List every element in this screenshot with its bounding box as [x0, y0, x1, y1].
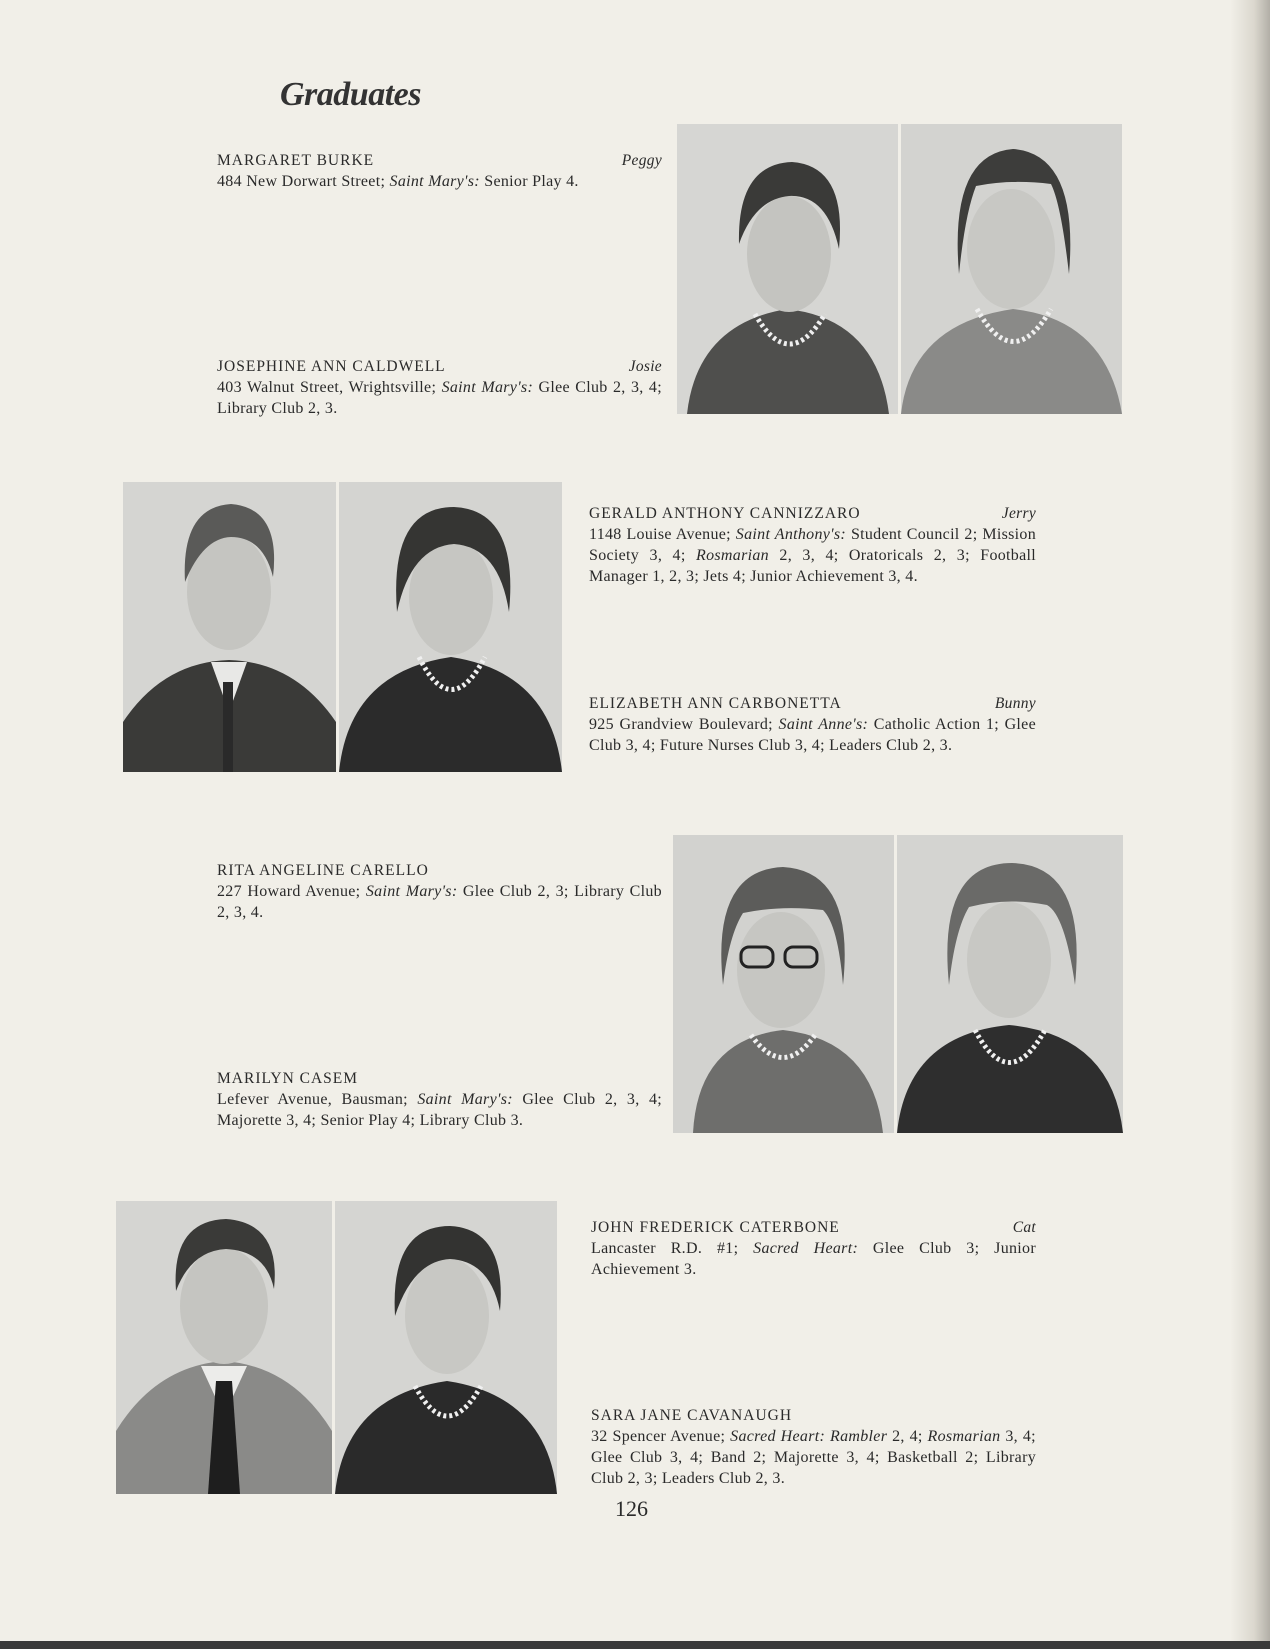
- graduate-activity-publication: Rosmarian: [927, 1428, 1001, 1445]
- portrait-photo-burke: [677, 124, 898, 414]
- graduate-school: Saint Mary's:: [389, 173, 480, 190]
- graduate-bio: [217, 1089, 662, 1131]
- portrait-girl-glasses-image: [673, 835, 894, 1133]
- graduate-school: Sacred Heart:: [730, 1428, 826, 1445]
- graduate-name: RITA ANGELINE CARELLO: [217, 862, 429, 879]
- graduate-activities: Glee Club 2, 3, 4; Library Club 2, 3.: [217, 379, 662, 417]
- graduate-entry-caldwell: [217, 356, 662, 419]
- graduate-activity-publication: Rambler: [830, 1428, 888, 1445]
- graduate-address: Lancaster R.D. #1;: [591, 1240, 739, 1257]
- portrait-boy-image: [123, 482, 336, 772]
- graduate-activities: Senior Play 4.: [484, 173, 579, 190]
- graduate-activities: Student Council 2; Mission Society 3, 4;: [589, 526, 1036, 564]
- portrait-photo-carello: [673, 835, 894, 1133]
- graduate-activities: 2, 4;: [892, 1428, 923, 1445]
- graduate-nickname: Cat: [1012, 1219, 1036, 1236]
- graduate-activities: 3, 4; Glee Club 3, 4; Band 2; Majorette 3, 4; Basketball 2; Library Club 2, 3; Leaders Club 2, 3.: [591, 1428, 1036, 1487]
- graduate-bio: [217, 171, 662, 192]
- portrait-girl-image: [897, 835, 1123, 1133]
- portrait-girl-image: [677, 124, 898, 414]
- graduate-address: Lefever Avenue, Bausman;: [217, 1091, 408, 1108]
- graduate-address: 403 Walnut Street, Wrightsville;: [217, 379, 437, 396]
- graduate-name: JOHN FREDERICK CATERBONE: [591, 1219, 840, 1236]
- graduate-name: JOSEPHINE ANN CALDWELL: [217, 358, 446, 375]
- portrait-photo-caterbone: [116, 1201, 332, 1494]
- portrait-girl-image: [335, 1201, 557, 1494]
- photo-pair-row-4: [116, 1201, 557, 1494]
- graduate-activities: Catholic Action 1; Glee Club 3, 4; Future Nurses Club 3, 4; Leaders Club 2, 3.: [589, 716, 1036, 754]
- page-edge-shadow: [1230, 0, 1270, 1649]
- graduate-entry-burke: [217, 150, 662, 192]
- graduate-entry-carbonetta: [589, 693, 1036, 756]
- graduate-bio: [591, 1238, 1036, 1280]
- portrait-photo-casem: [897, 835, 1123, 1133]
- graduate-address: 925 Grandview Boulevard;: [589, 716, 773, 733]
- graduate-address: 227 Howard Avenue;: [217, 883, 361, 900]
- graduate-entry-cannizzaro: [589, 503, 1036, 587]
- graduate-entry-carello: [217, 860, 662, 923]
- graduate-nickname: Peggy: [621, 152, 662, 169]
- graduate-activities: 2, 3, 4; Oratoricals 2, 3; Football Manager 1, 2, 3; Jets 4; Junior Achievement 3, 4.: [589, 547, 1036, 585]
- portrait-photo-cannizzaro: [123, 482, 336, 772]
- graduate-entry-casem: [217, 1068, 662, 1131]
- page-number: 126: [615, 1496, 648, 1521]
- graduate-activities: Glee Club 2, 3; Library Club 2, 3, 4.: [217, 883, 662, 921]
- graduate-name: MARGARET BURKE: [217, 152, 375, 169]
- graduate-name: GERALD ANTHONY CANNIZZARO: [589, 505, 861, 522]
- graduate-nickname: Bunny: [994, 695, 1036, 712]
- photo-pair-row-3: [673, 835, 1123, 1133]
- graduate-activities: Glee Club 3; Junior Achievement 3.: [591, 1240, 1036, 1278]
- graduate-bio: [217, 881, 662, 923]
- graduate-entry-cavanaugh: [591, 1405, 1036, 1489]
- graduate-bio: [589, 524, 1036, 587]
- portrait-photo-carbonetta: [339, 482, 562, 772]
- graduate-name: SARA JANE CAVANAUGH: [591, 1407, 793, 1424]
- graduate-school: Saint Anthony's:: [735, 526, 847, 543]
- graduate-nickname: Jerry: [1001, 505, 1036, 522]
- graduate-school: Saint Anne's:: [778, 716, 869, 733]
- portrait-photo-caldwell: [901, 124, 1122, 414]
- graduate-school: Saint Mary's:: [441, 379, 534, 396]
- graduate-address: 32 Spencer Avenue;: [591, 1428, 726, 1445]
- graduate-school: Saint Mary's:: [365, 883, 458, 900]
- graduate-entry-caterbone: [591, 1217, 1036, 1280]
- graduate-bio: [589, 714, 1036, 756]
- portrait-photo-cavanaugh: [335, 1201, 557, 1494]
- graduate-name: MARILYN CASEM: [217, 1070, 359, 1087]
- graduate-school: Saint Mary's:: [417, 1091, 513, 1108]
- graduate-bio: [217, 377, 662, 419]
- portrait-girl-image: [339, 482, 562, 772]
- photo-pair-row-1: [677, 124, 1122, 414]
- portrait-girl-image: [901, 124, 1122, 414]
- graduate-nickname: Josie: [628, 358, 662, 375]
- graduate-activities: Glee Club 2, 3, 4; Majorette 3, 4; Senior Play 4; Library Club 3.: [217, 1091, 662, 1129]
- graduate-activity-publication: Rosmarian: [696, 547, 769, 564]
- graduate-address: 1148 Louise Avenue;: [589, 526, 731, 543]
- graduate-bio: [591, 1426, 1036, 1489]
- graduate-address: 484 New Dorwart Street;: [217, 173, 386, 190]
- portrait-boy-image: [116, 1201, 332, 1494]
- page-title: Graduates: [280, 76, 421, 113]
- graduate-school: Sacred Heart:: [753, 1240, 859, 1257]
- scan-bottom-edge: [0, 1641, 1270, 1649]
- photo-pair-row-2: [123, 482, 562, 772]
- graduate-name: ELIZABETH ANN CARBONETTA: [589, 695, 842, 712]
